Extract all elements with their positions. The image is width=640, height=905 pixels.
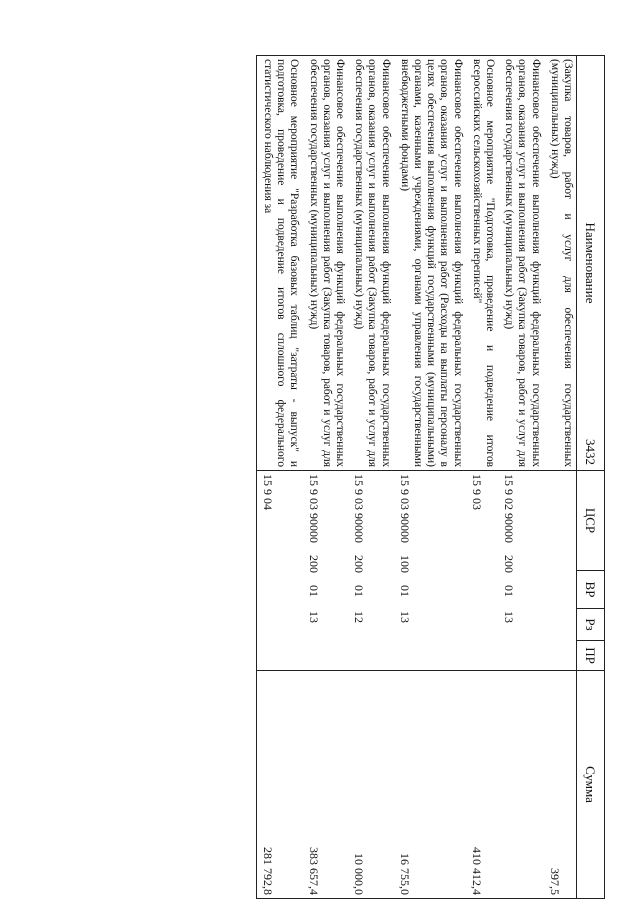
row-sum: 397,5 [544,671,577,899]
row-sum: 16 755,0 [394,671,466,899]
row-csr: 15 9 03 [469,474,484,510]
row-sum [498,671,544,899]
header-rz: Рз [577,609,605,641]
row-rz: 01 [397,585,412,597]
row-name: Финансовое обеспечение выполнения функций федеральных государственных органов, оказания услуг и выполнения работ (Закупка товаров, работ и услуг для обеспечения государственных (муниципальных) нужд) [302,56,348,471]
row-codes [348,471,394,671]
budget-table [256,55,605,899]
row-vr: 100 [397,555,412,573]
table-row [498,56,544,899]
row-name: Финансовое обеспечение выполнения функций федеральных государственных органов, оказания услуг и выполнения работ (Закупка товаров, работ и услуг для обеспечения государственных (муниципальных) нужд) [498,56,544,471]
table-row [466,56,498,899]
page-number: 3432 [583,439,598,465]
row-name: Основное мероприятие "Подготовка, проведение и подведение итогов всероссийских сельскохозяйственных переписей" [466,56,498,471]
row-csr: 15 9 03 90000 [352,474,367,543]
header-sum: Сумма [577,671,605,899]
row-pr: 13 [502,611,517,623]
row-vr: 200 [502,555,517,573]
header-vr: ВР [577,571,605,609]
row-codes [302,471,348,671]
row-csr: 15 9 03 90000 [306,474,321,543]
row-pr: 12 [352,611,367,623]
row-vr: 200 [306,555,321,573]
row-codes [256,471,302,671]
row-sum: 410 412,4 [466,671,498,899]
row-name: Финансовое обеспечение выполнения функций федеральных государственных органов, оказания услуг и выполнения работ (Закупка товаров, работ и услуг для обеспечения государственных (муниципальных) нужд) [348,56,394,471]
row-codes [466,471,498,671]
row-name: Основное мероприятие "Разработка базовых таблиц "затраты - выпуск" и подготовка, проведение и подведение итогов сплошного федерального статистического наблюдения за [256,56,302,471]
header-name: Наименование [577,56,605,471]
row-sum: 10 000,0 [348,671,394,899]
row-rz: 01 [306,585,321,597]
row-pr: 13 [306,611,321,623]
table-row [394,56,466,899]
header-pr: ПР [577,641,605,671]
row-codes [498,471,544,671]
table-row [256,56,302,899]
row-codes [544,471,577,671]
row-csr: 15 9 03 90000 [397,474,412,543]
row-name: (Закупка товаров, работ и услуг для обеспечения государственных (муниципальных) нужд) [544,56,577,471]
row-rz: 01 [502,585,517,597]
row-pr: 13 [397,611,412,623]
header-csr: ЦСР [577,471,605,571]
row-rz: 01 [352,585,367,597]
row-codes [394,471,466,671]
row-csr: 15 9 04 [260,474,275,510]
row-csr: 15 9 02 90000 [502,474,517,543]
row-sum: 281 792,8 [256,671,302,899]
budget-table-rotated [75,55,605,898]
table-header-row [577,56,605,899]
row-name: Финансовое обеспечение выполнения функций федеральных государственных органов, оказания услуг и выполнения работ (Расходы на выплаты персоналу в целях обеспечения выполнения функций государственными (муниципальными) органами, казенными учреждениями, органами управления государственными внебюджетными фондами) [394,56,466,471]
table-row [544,56,577,899]
table-row [348,56,394,899]
table-row [302,56,348,899]
row-sum: 383 657,4 [302,671,348,899]
row-vr: 200 [352,555,367,573]
